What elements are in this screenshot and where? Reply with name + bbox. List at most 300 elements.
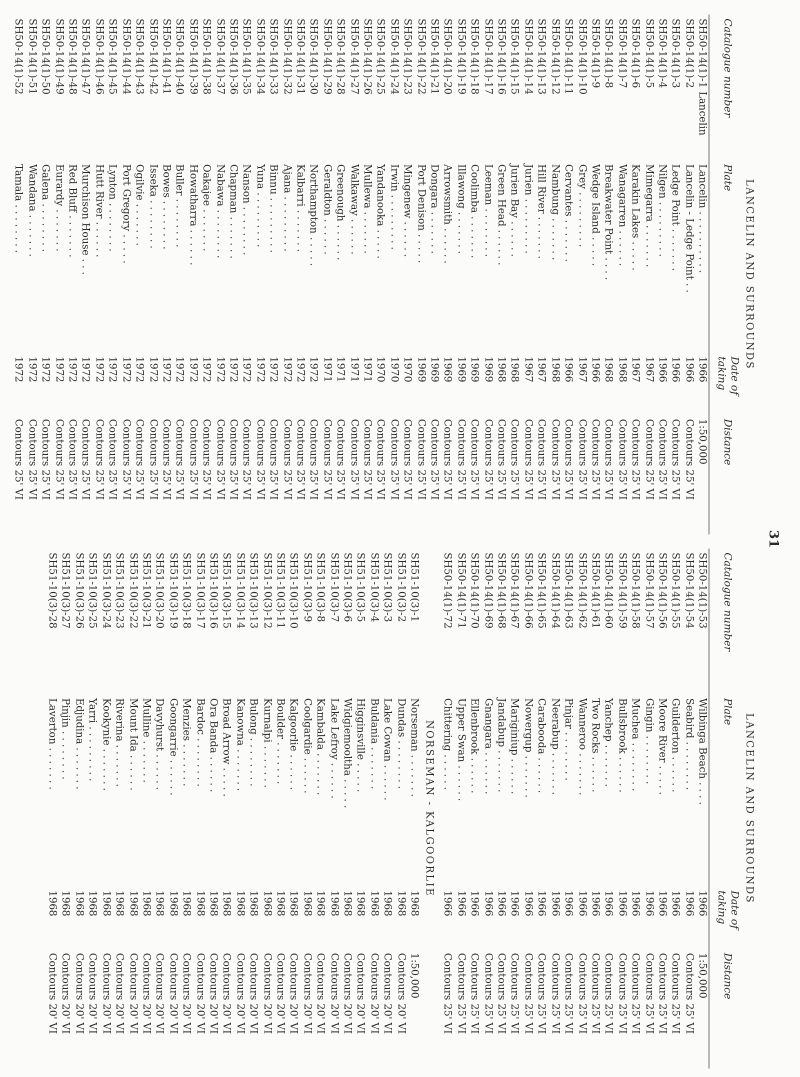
catalogue-number-cell: SH50-14(1)-2	[682, 18, 694, 88]
date-cell: 1967	[535, 355, 547, 382]
distance-cell: Contours 25' VI	[280, 418, 292, 500]
distance-cell: Contours 20' VI	[367, 952, 379, 1034]
distance-cell: Contours 25' VI	[535, 952, 547, 1034]
distance-cell: Contours 20' VI	[300, 952, 312, 1034]
catalogue-number-cell: SH50-14(1)-62	[575, 552, 587, 629]
distance-cell: Contours 20' VI	[381, 952, 393, 1034]
plate-cell: Broad Arrow . . . . .	[220, 697, 232, 797]
date-cell: 1972	[146, 355, 158, 382]
distance-cell: Contours 25' VI	[428, 418, 440, 500]
date-cell: 1966	[682, 355, 694, 382]
date-cell: 1968	[495, 355, 507, 382]
distance-cell: Contours 20' VI	[260, 952, 272, 1034]
table-row	[179, 548, 192, 1068]
plate-cell: Jurien Bay . . . . . .	[508, 163, 520, 257]
distance-cell: Contours 20' VI	[72, 952, 84, 1034]
plate-cell: Buller . . . . . . . .	[173, 163, 185, 247]
table-row	[51, 14, 64, 534]
catalogue-number-cell: SH51-10(3)-3	[381, 552, 393, 622]
table-row	[641, 14, 654, 534]
table-row	[547, 548, 560, 1068]
distance-cell: Contours 20' VI	[166, 952, 178, 1034]
date-cell: 1971	[334, 355, 346, 382]
catalogue-number-cell: SH50-14(1)-56	[655, 552, 667, 629]
date-cell: 1968	[327, 889, 339, 916]
catalogue-number-cell: SH50-14(1)-19	[454, 18, 466, 95]
plate-cell: Lake Lefroy . . . . . .	[327, 697, 339, 799]
catalogue-number-cell: SH50-14(1)-20	[441, 18, 453, 95]
section-title-norseman: NORSEMAN - KALGOORLIE	[423, 719, 435, 897]
distance-cell: Contours 20' VI	[126, 952, 138, 1034]
date-cell: 1969	[428, 355, 440, 382]
plate-cell: Seabird . . . . . . . .	[682, 697, 694, 790]
right-column	[45, 548, 760, 1068]
date-cell: 1966	[562, 889, 574, 916]
catalogue-number-cell: SH51-10(3)-22	[126, 552, 138, 629]
date-cell: 1968	[508, 355, 520, 382]
plate-cell: Davyhurst . . . . . .	[153, 697, 165, 790]
plate-cell: Wilbinga Beach . . . .	[696, 697, 708, 805]
distance-cell: Contours 25' VI	[347, 418, 359, 500]
catalogue-number-cell: SH50-14(1)-61	[588, 552, 600, 629]
plate-cell: Green Head . . . . . .	[495, 163, 507, 265]
plate-cell: Kambalda . . . . . . .	[314, 697, 326, 795]
distance-cell: Contours 20' VI	[341, 952, 353, 1034]
table-row	[413, 14, 426, 534]
table-row	[494, 548, 507, 1068]
date-cell: 1972	[119, 355, 131, 382]
table-row	[588, 14, 601, 534]
distance-cell: Contours 25' VI	[454, 952, 466, 1034]
catalogue-number-cell: SH50-14(1)-71	[454, 552, 466, 629]
date-cell: 1972	[307, 355, 319, 382]
catalogue-number-cell: SH51-10(3)-19	[166, 552, 178, 629]
table-row	[246, 548, 259, 1068]
plate-cell: Illawong . . . . . . .	[454, 163, 466, 254]
date-cell: 1970	[374, 355, 386, 382]
date-cell: 1966	[655, 889, 667, 916]
plate-cell: Howatharra . . . . . .	[186, 163, 198, 265]
plate-cell: Hutt River . . . . . .	[92, 163, 104, 257]
distance-cell: Contours 25' VI	[602, 418, 614, 500]
date-cell: 1968	[220, 889, 232, 916]
table-row	[574, 14, 587, 534]
catalogue-number-cell: SH51-10(3)-24	[99, 552, 111, 629]
plate-cell: Upper Swan . . . . . .	[454, 697, 466, 801]
table-row	[614, 14, 627, 534]
distance-cell: Contours 25' VI	[374, 418, 386, 500]
plate-cell: Greenough . . . . . .	[334, 163, 346, 260]
plate-cell: Ora Banda . . . . . .	[206, 697, 218, 792]
catalogue-table-right-lancelin	[440, 548, 740, 1068]
plate-cell: Yandanooka . . . . .	[374, 163, 386, 259]
table-row	[360, 14, 373, 534]
catalogue-number-cell: SH50-14(1)-17	[481, 18, 493, 95]
catalogue-number-cell: SH51-10(3)-11	[274, 552, 285, 629]
date-cell: 1966	[441, 889, 453, 916]
catalogue-number-cell: SH50-14(1)-41	[159, 18, 171, 95]
plate-cell: Wedge Island . . . . .	[588, 163, 600, 266]
date-cell: 1972	[186, 355, 198, 382]
table-row	[306, 14, 319, 534]
table-row	[319, 14, 332, 534]
plate-cell: Nabawa . . . . . . . .	[213, 163, 225, 258]
distance-cell: Contours 20' VI	[354, 952, 366, 1034]
catalogue-number-cell: SH50-14(1)-72	[441, 552, 453, 629]
date-cell: 1968	[166, 889, 178, 916]
catalogue-number-cell: SH50-14(1)-30	[307, 18, 319, 95]
distance-cell: Contours 25' VI	[588, 952, 600, 1034]
table-row	[192, 548, 205, 1068]
catalogue-number-cell: SH50-14(1)-49	[52, 18, 64, 95]
table-row	[333, 14, 346, 534]
catalogue-number-cell: SH50-14(1)-51	[25, 18, 37, 95]
date-cell: 1972	[213, 355, 225, 382]
table-row	[98, 548, 111, 1068]
plate-cell: Leeman . . . . . . . .	[481, 163, 493, 257]
plate-cell: Galena . . . . . . . .	[39, 163, 51, 252]
plate-cell: Coolgardie . . . . . .	[300, 697, 312, 794]
plate-cell: Mulline . . . . . . .	[139, 697, 151, 783]
catalogue-number-cell: SH50-14(1)-21	[428, 18, 440, 95]
distance-cell: Contours 25' VI	[508, 418, 520, 500]
plate-cell: Wanneroo . . . . . . .	[575, 697, 587, 795]
catalogue-number-cell: SH50-14(1)-59	[615, 552, 627, 629]
header-plate: Plate	[709, 160, 740, 352]
distance-cell: 1:50,000	[408, 952, 420, 998]
date-cell: 1972	[267, 355, 279, 382]
catalogue-number-cell: SH50-14(1)-12	[548, 18, 560, 95]
distance-cell: Contours 20' VI	[193, 952, 205, 1034]
plate-cell: Cervantes . . . . . . .	[562, 163, 574, 262]
catalogue-number-cell: SH50-14(1)-7	[615, 18, 627, 88]
date-cell: 1969	[481, 355, 493, 382]
date-cell: 1968	[367, 889, 379, 916]
table-row	[125, 548, 138, 1068]
date-cell: 1968	[193, 889, 205, 916]
date-cell: 1972	[173, 355, 185, 382]
distance-cell: Contours 25' VI	[267, 418, 279, 500]
distance-cell: Contours 20' VI	[394, 952, 406, 1034]
table-row	[400, 14, 413, 534]
plate-cell: Wandana . . . . . . .	[25, 163, 37, 257]
catalogue-number-cell: SH50-14(1)-37	[213, 18, 225, 95]
catalogue-number-cell: SH51-10(3)-21	[139, 552, 151, 629]
table-row	[139, 548, 152, 1068]
date-cell: 1968	[548, 355, 560, 382]
distance-cell: Contours 20' VI	[139, 952, 151, 1034]
catalogue-number-cell: SH51-10(3)-15	[220, 552, 232, 629]
catalogue-number-cell: SH50-14(1)-13	[535, 18, 547, 95]
catalogue-number-cell: SH50-14(1)-27	[347, 18, 359, 95]
date-cell: 1970	[387, 355, 399, 382]
catalogue-number-cell: SH50-14(1)-31	[294, 18, 305, 95]
plate-cell: Chapman . . . . . . .	[226, 163, 238, 259]
date-cell: 1966	[588, 355, 600, 382]
plate-cell: Boulder . . . . . . .	[274, 697, 285, 784]
plate-cell: Wanagarren . . . . . .	[615, 163, 627, 266]
plate-cell: Pinjar . . . . . . . .	[562, 697, 574, 781]
plate-cell: Kookynie . . . . . . .	[99, 697, 111, 791]
distance-cell: Contours 25' VI	[548, 418, 560, 500]
date-cell: 1971	[347, 355, 359, 382]
date-cell: 1966	[454, 889, 466, 916]
date-cell: 1972	[39, 355, 51, 382]
plate-cell: Lancelin . . . . . . . . . .	[696, 163, 708, 273]
distance-cell: Contours 20' VI	[180, 952, 192, 1034]
date-cell: 1968	[287, 889, 299, 916]
catalogue-number-cell: SH51-10(3)-12	[260, 552, 272, 629]
plate-cell: Breakwater Point . . . .	[602, 163, 614, 280]
distance-cell: Contours 20' VI	[314, 952, 326, 1034]
table-row	[681, 14, 694, 534]
table-row	[453, 14, 466, 534]
catalogue-number-cell: SH51-10(3)-8	[314, 552, 326, 622]
section-title-lancelin-cont: LANCELIN AND SURROUNDS	[743, 712, 754, 904]
distance-cell: Contours 25' VI	[508, 952, 520, 1034]
plate-cell: Jandabup . . . . . . .	[495, 697, 507, 792]
date-cell: 1966	[655, 355, 667, 382]
date-cell: 1968	[381, 889, 393, 916]
distance-cell: 1:50,000	[696, 952, 708, 998]
date-cell: 1966	[642, 889, 654, 916]
header-catalogue-number: Catalogue number	[709, 548, 740, 694]
date-cell: 1972	[79, 355, 91, 382]
date-cell: 1968	[314, 889, 326, 916]
distance-cell: Contours 25' VI	[133, 418, 145, 500]
plate-cell: Grey . . . . . . . . .	[575, 163, 587, 247]
date-cell: 1972	[12, 355, 24, 382]
distance-cell: Contours 25' VI	[669, 952, 681, 1034]
catalogue-number-cell: SH50-14(1)-50	[39, 18, 51, 95]
plate-cell: Arrowsmith . . . . . .	[441, 163, 453, 264]
table-row	[313, 548, 326, 1068]
catalogue-number-cell: SH50-14(1)-22	[414, 18, 426, 95]
plate-cell: Menzies . . . . . . .	[180, 697, 192, 786]
date-cell: 1968	[602, 355, 614, 382]
table-row	[226, 14, 239, 534]
distance-cell: Contours 20' VI	[233, 952, 245, 1034]
date-cell: 1969	[441, 355, 453, 382]
distance-cell: Contours 25' VI	[655, 418, 667, 500]
catalogue-number-cell: SH50-14(1)-55	[669, 552, 681, 629]
distance-cell: Contours 25' VI	[575, 418, 587, 500]
catalogue-number-cell: SH50-14(1)-11	[562, 18, 574, 95]
distance-cell: Contours 25' VI	[92, 418, 104, 500]
table-row	[58, 548, 71, 1068]
table-row	[494, 14, 507, 534]
catalogue-number-cell: SH50-14(1)-8	[602, 18, 614, 88]
table-row	[601, 548, 614, 1068]
plate-cell: Hill River . . . . . . .	[535, 163, 547, 259]
catalogue-number-cell: SH50-14(1)-4	[655, 18, 667, 88]
distance-cell: Contours 25' VI	[106, 418, 118, 500]
plate-cell: Kurnalpi . . . . . . .	[260, 697, 272, 788]
date-cell: 1972	[294, 355, 305, 382]
date-cell: 1966	[682, 889, 694, 916]
distance-cell: Contours 25' VI	[468, 952, 480, 1034]
table-row	[440, 548, 453, 1068]
catalogue-number-cell: SH50-14(1)-33	[267, 18, 279, 95]
plate-cell: Buldania . . . . . . .	[367, 697, 379, 789]
plate-cell: Muchea . . . . . . . .	[629, 697, 641, 791]
plate-cell: Goongarrie . . . . . .	[166, 697, 178, 796]
date-cell: 1972	[240, 355, 252, 382]
distance-cell: Contours 25' VI	[66, 418, 78, 500]
plate-cell: Tamala . . . . . . . .	[12, 163, 24, 253]
catalogue-number-cell: SH50-14(1)-40	[173, 18, 185, 95]
table-row	[695, 14, 709, 534]
distance-cell: Contours 25' VI	[562, 418, 574, 500]
distance-cell: Contours 25' VI	[642, 952, 654, 1034]
table-row	[45, 548, 58, 1068]
plate-cell: Neerabup . . . . . . .	[548, 697, 560, 795]
date-cell: 1968	[260, 889, 272, 916]
table-header-row	[709, 548, 740, 1068]
table-row	[85, 548, 98, 1068]
date-cell: 1968	[139, 889, 151, 916]
section-title-lancelin: LANCELIN AND SURROUNDS	[743, 178, 754, 370]
distance-cell: Contours 25' VI	[548, 952, 560, 1034]
date-cell: 1968	[341, 889, 353, 916]
catalogue-number-cell: SH50-14(1)-69	[481, 552, 493, 629]
plate-cell: Red Bluff . . . . . . .	[66, 163, 78, 257]
distance-cell: Contours 25' VI	[414, 418, 426, 500]
table-row	[681, 548, 694, 1068]
table-row	[480, 14, 493, 534]
plate-cell: Ogilvie . . . . . . .	[133, 163, 145, 246]
plate-cell: Mimegarra . . . . . . .	[642, 163, 654, 267]
table-row	[366, 548, 379, 1068]
table-row	[118, 14, 131, 534]
plate-cell: Yuna . . . . . . . . .	[253, 163, 265, 247]
catalogue-number-cell: SH50-14(1)-70	[468, 552, 480, 629]
catalogue-number-cell: SH51-10(3)-9	[300, 552, 312, 622]
catalogue-number-cell: SH50-14(1)-60	[602, 552, 614, 629]
page-number: 31	[765, 529, 780, 548]
date-cell: 1966	[696, 889, 708, 916]
table-row	[11, 14, 24, 534]
catalogue-number-cell: SH50-14(1)-57	[642, 552, 654, 629]
plate-cell: Edjudina . . . . . . .	[72, 697, 84, 790]
catalogue-number-cell: SH50-14(1)-68	[495, 552, 507, 629]
date-cell: 1968	[46, 889, 58, 916]
catalogue-number-cell: SH50-14(1)-35	[240, 18, 252, 95]
date-cell: 1969	[414, 355, 426, 382]
catalogue-number-cell: SH50-14(1)-54	[682, 552, 694, 629]
date-cell: 1969	[454, 355, 466, 382]
distance-cell: Contours 25' VI	[361, 418, 373, 500]
plate-cell: Kalgoorlie . . . . . .	[287, 697, 299, 790]
plate-cell: Bowes . . . . . . . .	[159, 163, 171, 250]
plate-cell: Mariginiup . . . . . .	[508, 697, 520, 794]
catalogue-number-cell: SH51-10(3)-25	[86, 552, 98, 629]
table-row	[65, 14, 78, 534]
distance-cell: Contours 20' VI	[59, 952, 71, 1034]
table-row	[286, 548, 299, 1068]
date-cell: 1966	[495, 889, 507, 916]
distance-cell: Contours 25' VI	[25, 418, 37, 500]
plate-cell: Gnangara . . . . . . .	[481, 697, 493, 794]
catalogue-number-cell: SH50-14(1)-15	[508, 18, 520, 95]
plate-cell: Mullewa . . . . . . .	[361, 163, 373, 254]
distance-cell: Contours 25' VI	[495, 418, 507, 500]
distance-cell: Contours 25' VI	[79, 418, 91, 500]
date-cell: 1966	[508, 889, 520, 916]
distance-cell: Contours 25' VI	[642, 418, 654, 500]
table-row	[299, 548, 312, 1068]
date-cell: 1972	[253, 355, 265, 382]
date-cell: 1966	[548, 889, 560, 916]
header-date-of-taking: Date of taking	[709, 352, 740, 414]
table-row	[628, 14, 641, 534]
catalogue-number-cell: SH50-14(1)-48	[66, 18, 78, 95]
date-cell: 1968	[233, 889, 245, 916]
date-cell: 1972	[133, 355, 145, 382]
table-body-right-lancelin	[440, 548, 709, 1068]
distance-cell: Contours 25' VI	[588, 418, 600, 500]
date-cell: 1968	[153, 889, 165, 916]
catalogue-number-cell: SH50-14(1)-44	[119, 18, 131, 95]
distance-cell: Contours 25' VI	[615, 952, 627, 1034]
distance-cell: Contours 25' VI	[146, 418, 158, 500]
table-header-row	[709, 14, 740, 534]
distance-cell: Contours 25' VI	[602, 952, 614, 1034]
header-distance: Distance	[709, 414, 740, 534]
plate-cell: Dundas . . . . . . . .	[394, 697, 406, 789]
distance-cell: Contours 20' VI	[46, 952, 58, 1034]
catalogue-number-cell: SH50-14(1)-64	[548, 552, 560, 629]
table-row	[668, 14, 681, 534]
catalogue-number-cell: SH50-14(1)-10	[575, 18, 587, 95]
distance-cell: Contours 25' VI	[481, 418, 493, 500]
table-row	[293, 14, 306, 534]
plate-cell: Walkaway . . . . . .	[347, 163, 359, 255]
catalogue-number-cell: SH51-10(3)-7	[327, 552, 339, 622]
plate-cell: Port Denison . . . . .	[414, 163, 426, 263]
table-row	[655, 14, 668, 534]
catalogue-number-cell: SH50-14(1)-6	[629, 18, 641, 88]
table-row	[145, 14, 158, 534]
distance-cell: Contours 25' VI	[52, 418, 64, 500]
plate-cell: Higginsville . . . . .	[354, 697, 366, 792]
table-row	[38, 14, 51, 534]
catalogue-number-cell: SH50-14(1)-32	[280, 18, 292, 95]
date-cell: 1968	[615, 355, 627, 382]
catalogue-number-cell: SH51-10(3)-20	[153, 552, 165, 629]
catalogue-number-cell: SH50-14(1)-67	[508, 552, 520, 629]
distance-cell: Contours 25' VI	[387, 418, 399, 500]
distance-cell: Contours 25' VI	[159, 418, 171, 500]
plate-cell: Port Gregory . . . . .	[119, 163, 131, 264]
catalogue-number-cell: SH51-10(3)-2	[394, 552, 406, 622]
date-cell: 1968	[408, 889, 420, 916]
distance-cell: Contours 25' VI	[629, 952, 641, 1034]
catalogue-number-cell: SH50-14(1)-23	[401, 18, 413, 95]
catalogue-number-cell: SH50-14(1)-25	[374, 18, 386, 95]
plate-cell: Norseman . . . . . . .	[408, 697, 420, 797]
date-cell: 1966	[481, 889, 493, 916]
distance-cell: Contours 25' VI	[173, 418, 185, 500]
table-row	[386, 14, 399, 534]
distance-cell: Contours 25' VI	[240, 418, 252, 500]
plate-cell: Jurien . . . . . . . . .	[521, 163, 533, 254]
table-row	[219, 548, 232, 1068]
table-row	[534, 548, 547, 1068]
table-row	[407, 548, 420, 1068]
date-cell: 1968	[180, 889, 192, 916]
distance-cell: Contours 25' VI	[495, 952, 507, 1034]
